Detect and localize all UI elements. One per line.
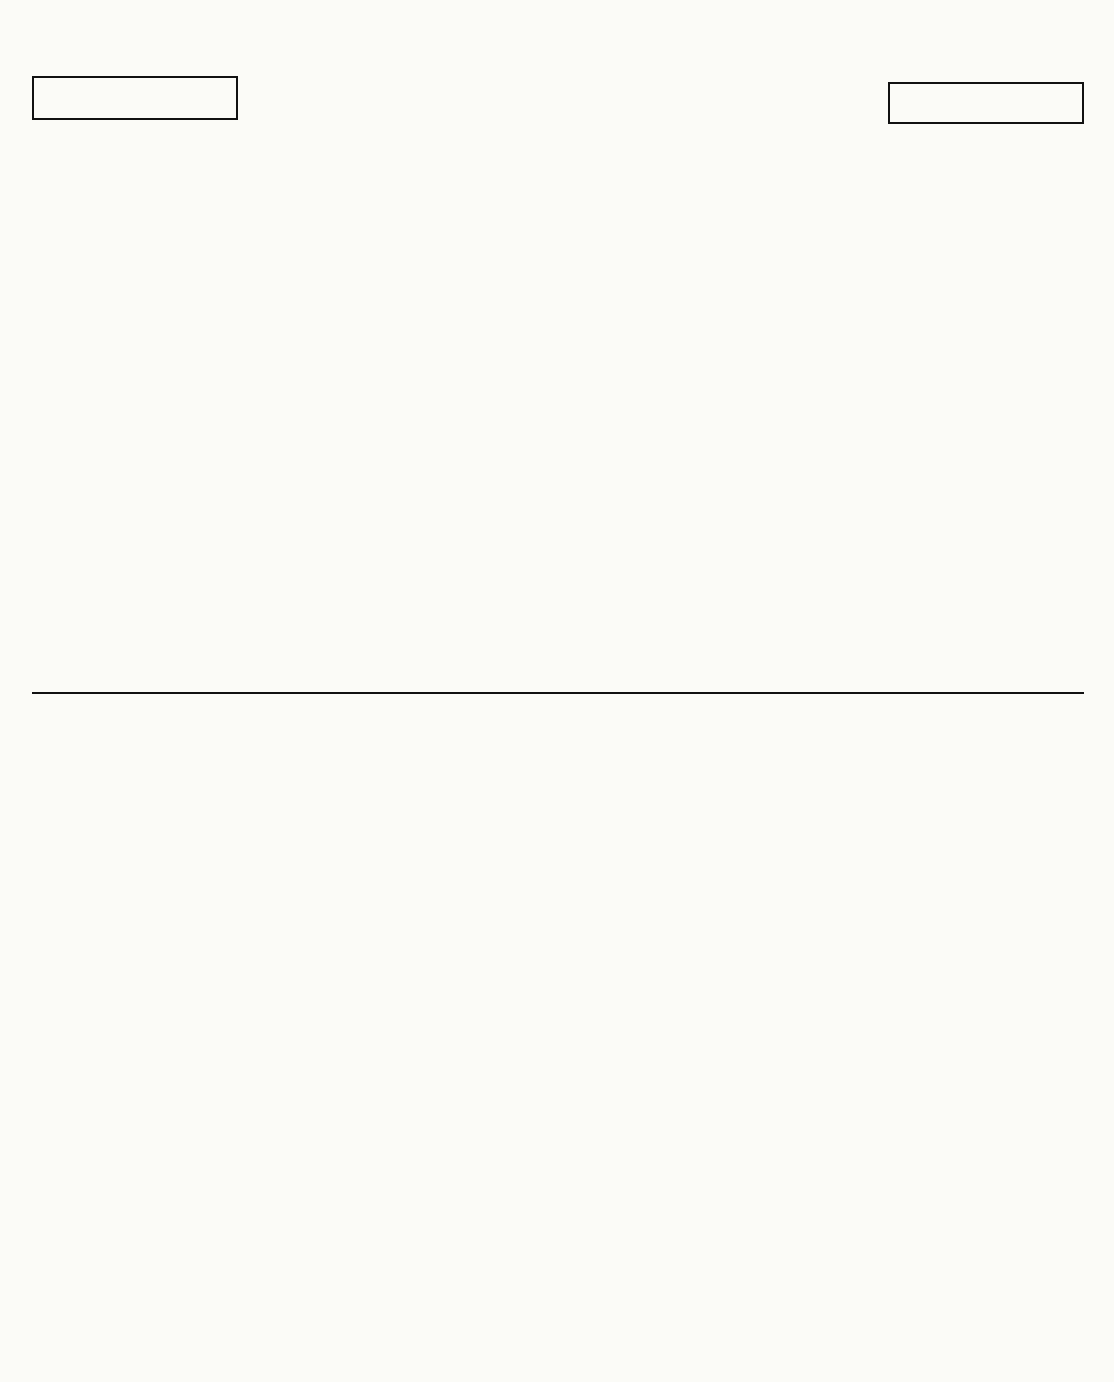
news-note-box [32,76,238,120]
weather-note-box [888,82,1084,124]
page-footer [32,1326,1084,1346]
national-stations-grid [32,700,1084,1314]
section-divider [32,692,1084,694]
page-header [32,74,1084,128]
commercial-stations-grid [32,136,1084,688]
